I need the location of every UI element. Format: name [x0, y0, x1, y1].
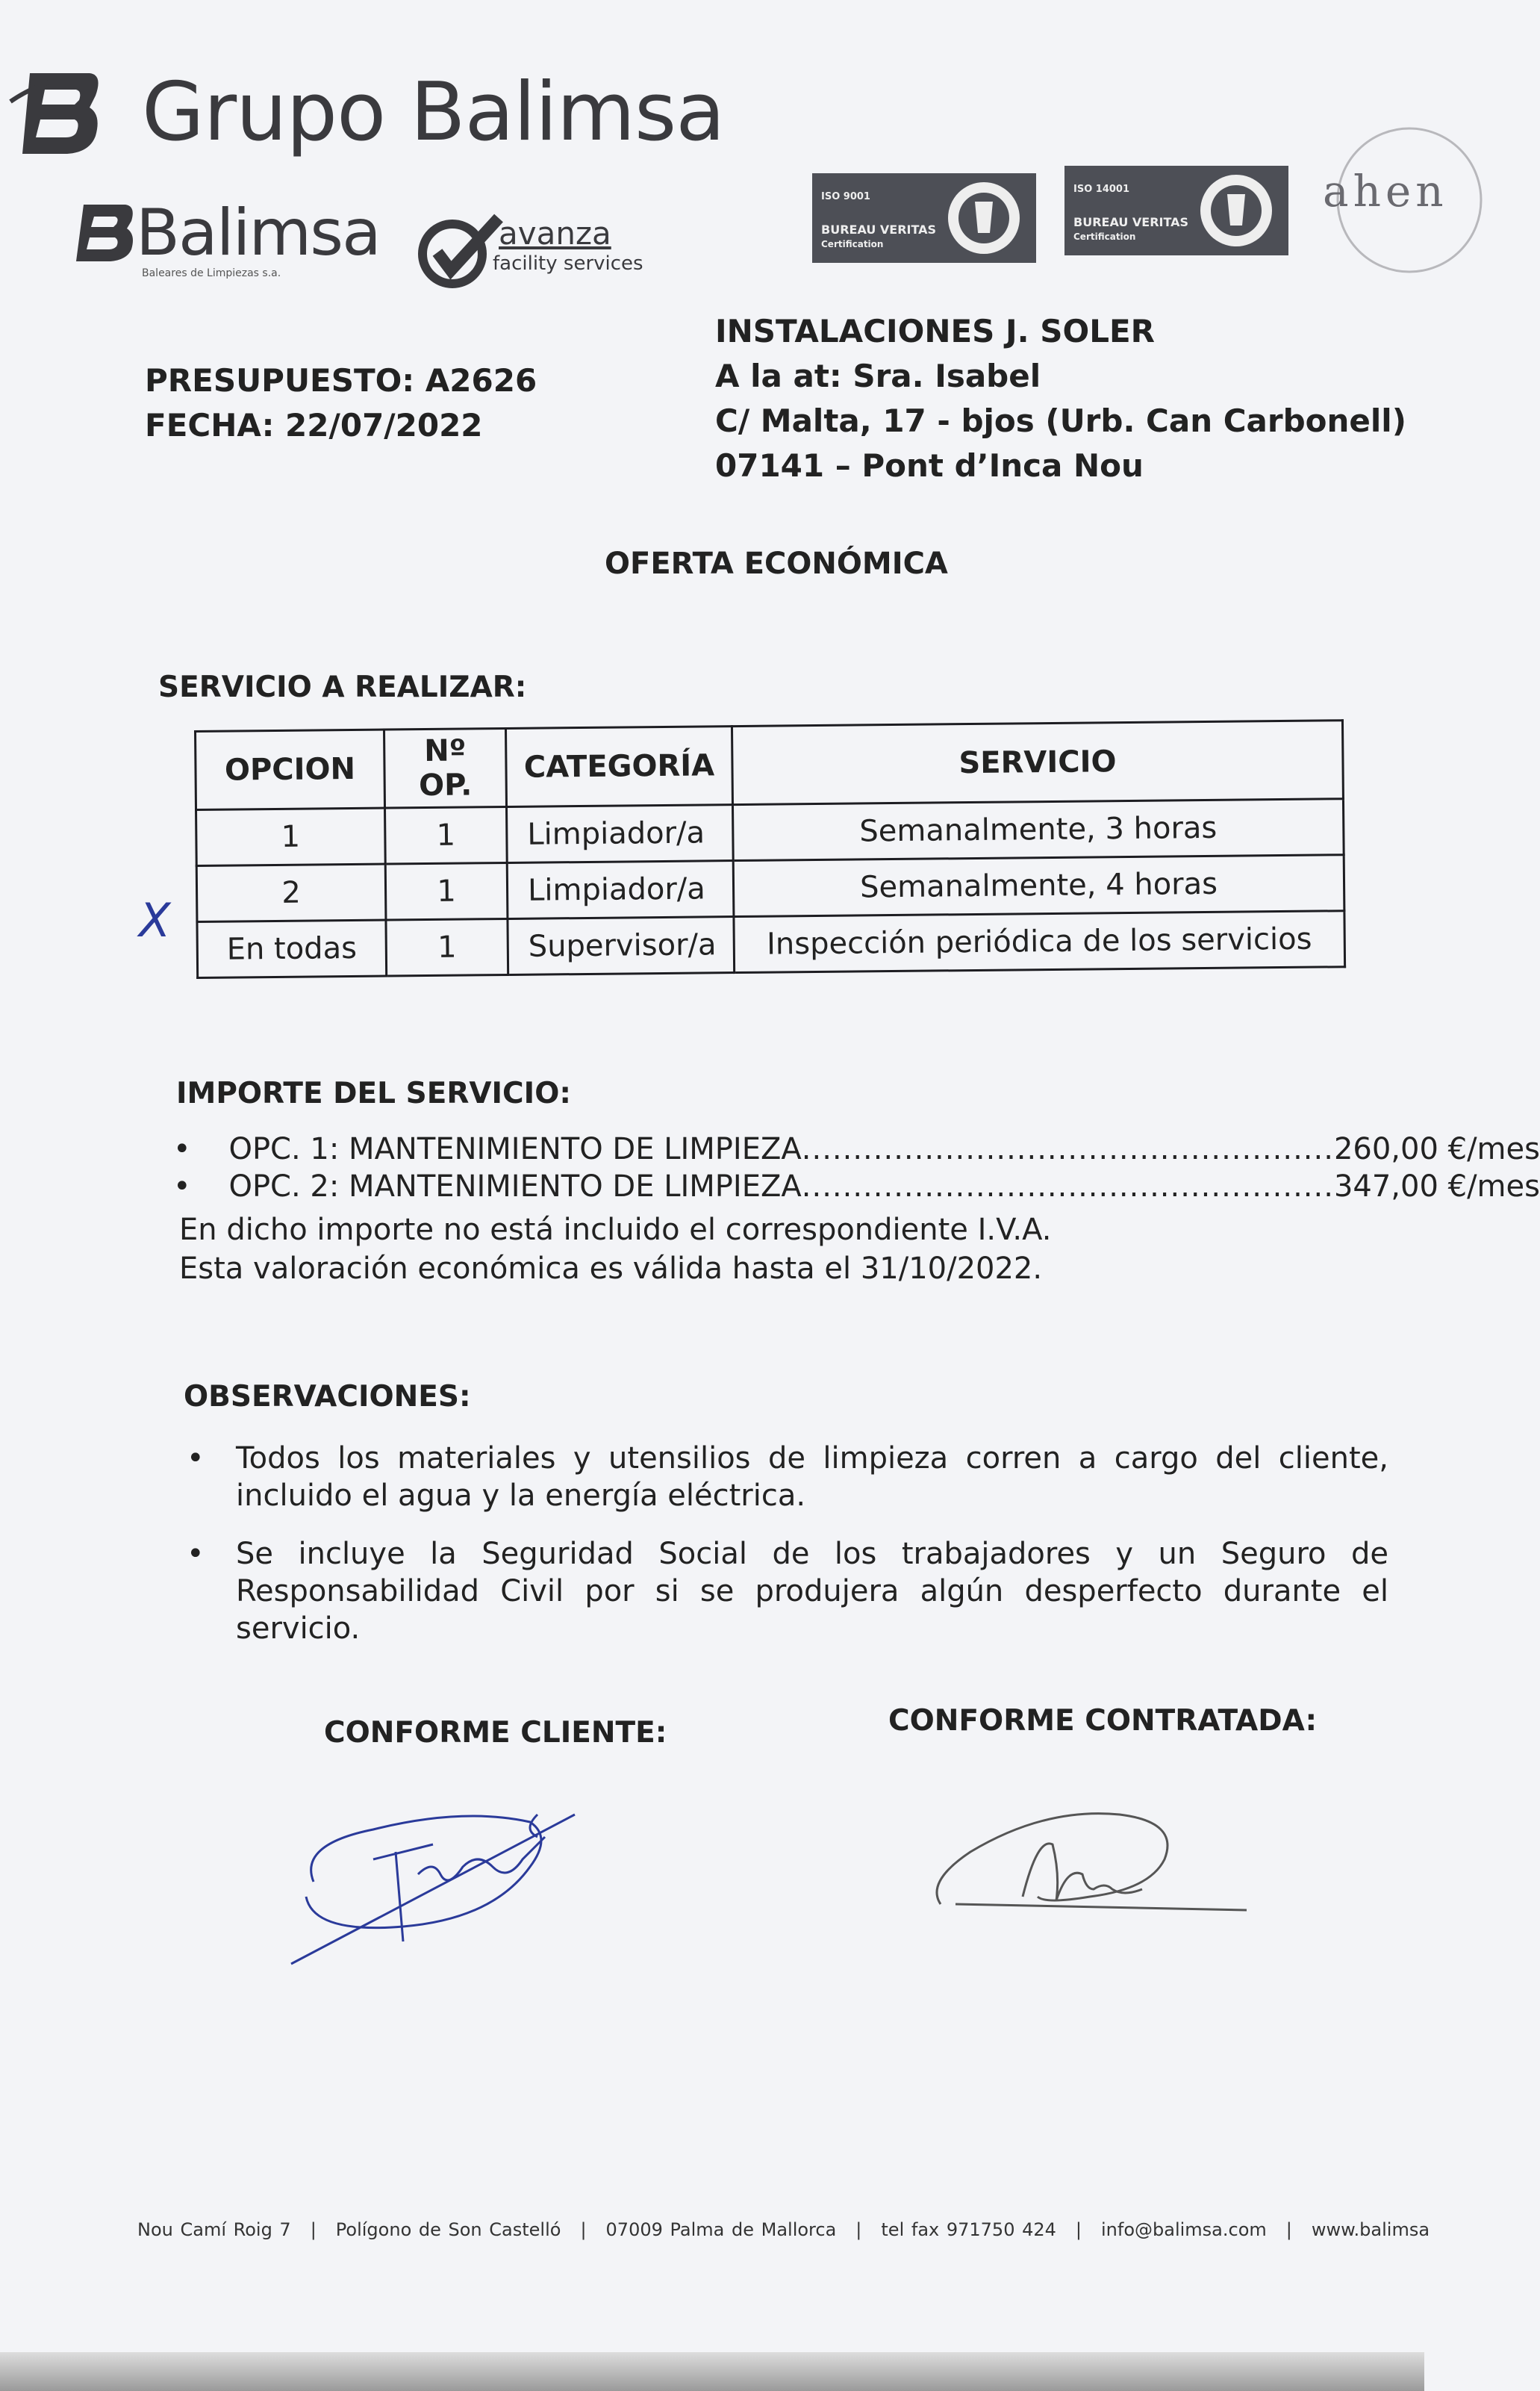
- footer-email: info@balimsa.com: [1101, 2219, 1267, 2240]
- price-line-option-2: [173, 1169, 1540, 1204]
- bureau-veritas-seal-icon: [945, 179, 1023, 257]
- price-amount: 260,00 €/mes: [1333, 1132, 1540, 1166]
- cell-categoria: Supervisor/a: [508, 917, 735, 975]
- client-signature: [284, 1792, 597, 1971]
- price-line-option-1: [173, 1132, 1540, 1166]
- page-bottom-shadow: [0, 2352, 1424, 2391]
- partner-name: avanza: [499, 215, 611, 252]
- footer: [137, 2219, 1430, 2240]
- cell-opcion: 1: [196, 808, 386, 865]
- footer-street: Nou Camí Roig 7: [137, 2219, 291, 2240]
- cert-label: Certification: [821, 239, 884, 249]
- recipient-name: INSTALACIONES J. SOLER: [715, 313, 1156, 349]
- bullet: •: [173, 1169, 229, 1204]
- observation-item: [187, 1440, 1388, 1514]
- vat-note: En dicho importe no está incluido el correspondiente I.V.A.: [179, 1213, 1052, 1247]
- price-label: OPC. 1: MANTENIMIENTO DE LIMPIEZA: [228, 1132, 802, 1166]
- service-section-title: SERVICIO A REALIZAR:: [158, 671, 527, 704]
- cert-issuer: BUREAU VERITAS: [821, 223, 937, 237]
- contractor-signature: [926, 1800, 1262, 1934]
- contractor-approval-label: CONFORME CONTRATADA:: [888, 1704, 1318, 1738]
- cell-servicio: Semanalmente, 4 horas: [733, 855, 1344, 917]
- price-label: OPC. 2: MANTENIMIENTO DE LIMPIEZA: [228, 1169, 802, 1204]
- column-header-opcion: OPCION: [196, 730, 385, 809]
- certification-badge-iso14001: [1064, 166, 1288, 255]
- recipient-address: C/ Malta, 17 - bjos (Urb. Can Carbonell): [715, 402, 1406, 439]
- group-name: Grupo Balimsa: [142, 66, 725, 159]
- grupo-balimsa-logo-icon: [7, 58, 105, 163]
- leader-dots: ....................................................: [801, 1169, 1334, 1204]
- observation-text: Se incluye la Seguridad Social de los trabajadores y un Seguro de Responsabilidad Civil por si se produjera algún desperfecto durante el servicio.: [236, 1537, 1388, 1646]
- column-header-servicio: SERVICIO: [732, 721, 1343, 805]
- recipient-attention: A la at: Sra. Isabel: [715, 358, 1041, 394]
- partner-subtitle: facility services: [493, 252, 643, 275]
- column-header-num-op: Nº OP.: [384, 728, 507, 808]
- association-logo: ahen: [1323, 166, 1448, 217]
- company-name: Balimsa: [136, 196, 380, 270]
- table-header-row: [196, 721, 1344, 810]
- client-approval-label: CONFORME CLIENTE:: [324, 1716, 667, 1750]
- cell-opcion: En todas: [197, 920, 387, 977]
- quote-number: PRESUPUESTO: A2626: [145, 362, 537, 399]
- cert-standard: ISO 14001: [1073, 184, 1130, 195]
- recipient-city: 07141 – Pont d’Inca Nou: [715, 447, 1144, 484]
- footer-web: www.balimsa: [1311, 2219, 1430, 2240]
- cell-num-op: 1: [386, 918, 508, 976]
- bullet: •: [173, 1132, 229, 1166]
- handwritten-selection-mark: X: [139, 893, 171, 948]
- validity-note: Esta valoración económica es válida hasta el 31/10/2022.: [179, 1252, 1043, 1286]
- cell-servicio: Inspección periódica de los servicios: [734, 911, 1345, 973]
- observations-title: OBSERVACIONES:: [184, 1380, 471, 1414]
- recipient-block: [715, 309, 1406, 488]
- cert-standard: ISO 9001: [821, 191, 870, 202]
- company-subtitle: Baleares de Limpiezas s.a.: [142, 267, 281, 279]
- cell-num-op: 1: [385, 806, 508, 864]
- footer-separator: |: [310, 2219, 317, 2240]
- footer-separator: |: [1285, 2219, 1292, 2240]
- column-header-categoria: CATEGORÍA: [505, 727, 732, 807]
- footer-city: 07009 Palma de Mallorca: [605, 2219, 837, 2240]
- amount-section-title: IMPORTE DEL SERVICIO:: [176, 1077, 571, 1110]
- avanza-check-logo-icon: [417, 211, 506, 293]
- price-amount: 347,00 €/mes: [1333, 1169, 1540, 1204]
- footer-separator: |: [580, 2219, 587, 2240]
- offer-title: OFERTA ECONÓMICA: [605, 547, 948, 581]
- observation-item: [187, 1535, 1388, 1647]
- bullet: •: [187, 1441, 205, 1476]
- cell-categoria: Limpiador/a: [507, 861, 734, 919]
- footer-area: Polígono de Son Castelló: [335, 2219, 561, 2240]
- footer-separator: |: [855, 2219, 862, 2240]
- bureau-veritas-seal-icon: [1197, 172, 1275, 249]
- service-table: [194, 719, 1346, 979]
- cell-num-op: 1: [385, 862, 508, 920]
- cert-issuer: BUREAU VERITAS: [1073, 215, 1189, 229]
- cert-label: Certification: [1073, 231, 1136, 242]
- table-row: [197, 911, 1345, 978]
- bullet: •: [187, 1537, 205, 1571]
- quote-meta: [145, 358, 537, 448]
- certification-badge-iso9001: [812, 173, 1036, 263]
- cell-servicio: Semanalmente, 3 horas: [732, 799, 1344, 861]
- footer-phone: tel fax 971750 424: [881, 2219, 1056, 2240]
- footer-separator: |: [1075, 2219, 1082, 2240]
- leader-dots: ....................................................: [801, 1132, 1334, 1166]
- observation-text: Todos los materiales y utensilios de limpieza corren a cargo del cliente, incluido el agua y la energía eléctrica.: [236, 1441, 1388, 1513]
- cell-categoria: Limpiador/a: [507, 805, 734, 863]
- balimsa-logo-icon: [66, 196, 137, 267]
- quote-date: FECHA: 22/07/2022: [145, 407, 483, 444]
- cell-opcion: 2: [196, 864, 386, 921]
